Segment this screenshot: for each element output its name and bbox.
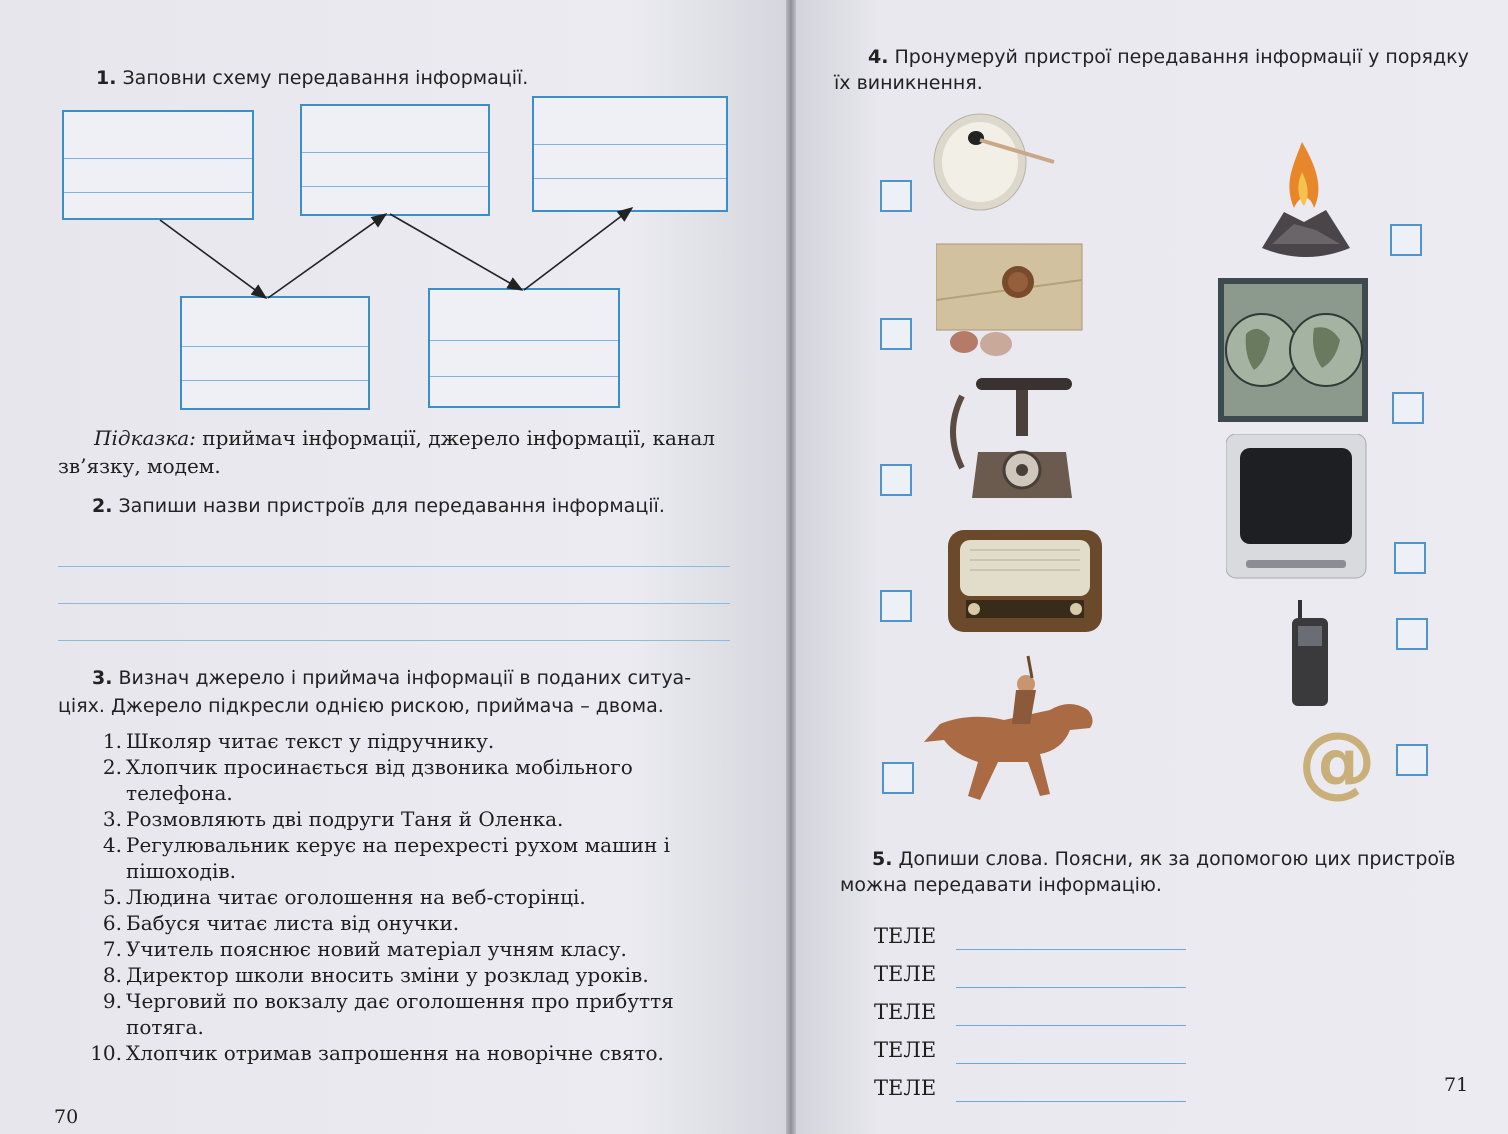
list-item: 3. Розмовляють дві подруги Таня й Оленка.	[102, 807, 564, 831]
task3-title	[58, 664, 738, 720]
task1-text: Заповни схему передавання інформації.	[122, 67, 529, 89]
order-checkbox-bonfire[interactable]	[1390, 224, 1422, 256]
hint-label: Підказка:	[94, 426, 196, 450]
television-icon	[1226, 434, 1370, 582]
list-item: 5. Людина читає оголошення на веб-сторінці.	[102, 885, 586, 909]
order-checkbox-email[interactable]	[1396, 744, 1428, 776]
task4-line1: Пронумеруй пристрої передавання інформації у порядку	[894, 46, 1469, 68]
tele-row-3[interactable]	[874, 1000, 1194, 1030]
sealed-letter-icon	[936, 240, 1088, 360]
order-checkbox-television[interactable]	[1394, 542, 1426, 574]
page-number-left: 70	[54, 1106, 79, 1128]
order-checkbox-mobile[interactable]	[1396, 618, 1428, 650]
list-item: 10. Хлопчик отримав запрошення на новорічне свято.	[90, 1041, 664, 1065]
order-checkbox-radio[interactable]	[880, 590, 912, 622]
task5-title	[840, 846, 1490, 898]
task3-number: 3.	[92, 667, 113, 689]
list-item: 7. Учитель пояснює новий матеріал учням класу.	[102, 937, 627, 961]
mobile-phone-icon	[1290, 600, 1332, 710]
old-map-icon	[1218, 278, 1368, 422]
tele-row-4[interactable]	[874, 1038, 1194, 1068]
order-checkbox-letter[interactable]	[880, 318, 912, 350]
task4-line2: їх виникнення.	[834, 72, 983, 94]
answer-line-2[interactable]	[58, 603, 730, 604]
tele-prefix: ТЕЛЕ	[874, 924, 937, 948]
radio-icon	[948, 530, 1104, 634]
task2-number: 2.	[92, 495, 113, 517]
hint-text: приймач інформації, джерело інформації, канал зв’язку, модем.	[58, 426, 715, 478]
list-item: 4. Регулювальник керує на перехресті рухом машин і пішоходів.	[102, 833, 671, 883]
task5-line1: Допиши слова. Поясни, як за допомогою цих пристроїв	[898, 848, 1456, 870]
tele-row-2[interactable]	[874, 962, 1194, 992]
book-spine	[786, 0, 796, 1134]
arrow-4	[524, 208, 632, 290]
task2-text: Запиши назви пристроїв для передавання інформації.	[118, 495, 665, 517]
tele-row-1[interactable]	[874, 924, 1194, 954]
task2-title	[92, 494, 665, 519]
order-checkbox-drum[interactable]	[880, 180, 912, 212]
task5-line2: можна передавати інформацію.	[840, 874, 1162, 896]
list-item: 9. Черговий по вокзалу дає оголошення про прибуття потяга.	[102, 989, 674, 1039]
page-number-right: 71	[1444, 1074, 1469, 1096]
order-checkbox-map[interactable]	[1392, 392, 1424, 424]
tele-prefix: ТЕЛЕ	[874, 962, 937, 986]
task3-line2: ціях. Джерело підкресли однією рискою, приймача – двома.	[58, 695, 664, 717]
tele-prefix: ТЕЛЕ	[874, 1000, 937, 1024]
arrow-1	[160, 220, 266, 298]
arrow-2	[268, 214, 386, 298]
list-item: 6. Бабуся читає листа від онучки.	[102, 911, 460, 935]
task1-hint	[58, 424, 734, 480]
tele-prefix: ТЕЛЕ	[874, 1076, 937, 1100]
bonfire-icon	[1254, 138, 1356, 266]
task4-title	[834, 44, 1488, 96]
task4-number: 4.	[868, 46, 889, 68]
task3-line1: Визнач джерело і приймача інформації в поданих ситуа-	[118, 667, 692, 689]
drum-icon	[928, 104, 1058, 216]
rotary-telephone-icon	[942, 372, 1082, 508]
list-item: 1. Школяр читає текст у підручнику.	[102, 729, 495, 753]
task5-number: 5.	[872, 848, 893, 870]
horse-messenger-icon	[920, 654, 1102, 812]
tele-prefix: ТЕЛЕ	[874, 1038, 937, 1062]
order-checkbox-messenger[interactable]	[882, 762, 914, 794]
task1-number: 1.	[96, 67, 117, 89]
arrow-3	[390, 214, 522, 290]
order-checkbox-telephone[interactable]	[880, 464, 912, 496]
task3-list	[56, 728, 732, 1066]
answer-line-1[interactable]	[58, 566, 730, 567]
list-item: 8. Директор школи вносить зміни у розклад уроків.	[102, 963, 649, 987]
at-sign-icon: @	[1298, 717, 1376, 807]
answer-line-3[interactable]	[58, 640, 730, 641]
scheme-arrows	[0, 0, 786, 420]
list-item: 2. Хлопчик просинається від дзвоника мобільного телефона.	[102, 755, 633, 805]
tele-row-5[interactable]	[874, 1076, 1194, 1106]
